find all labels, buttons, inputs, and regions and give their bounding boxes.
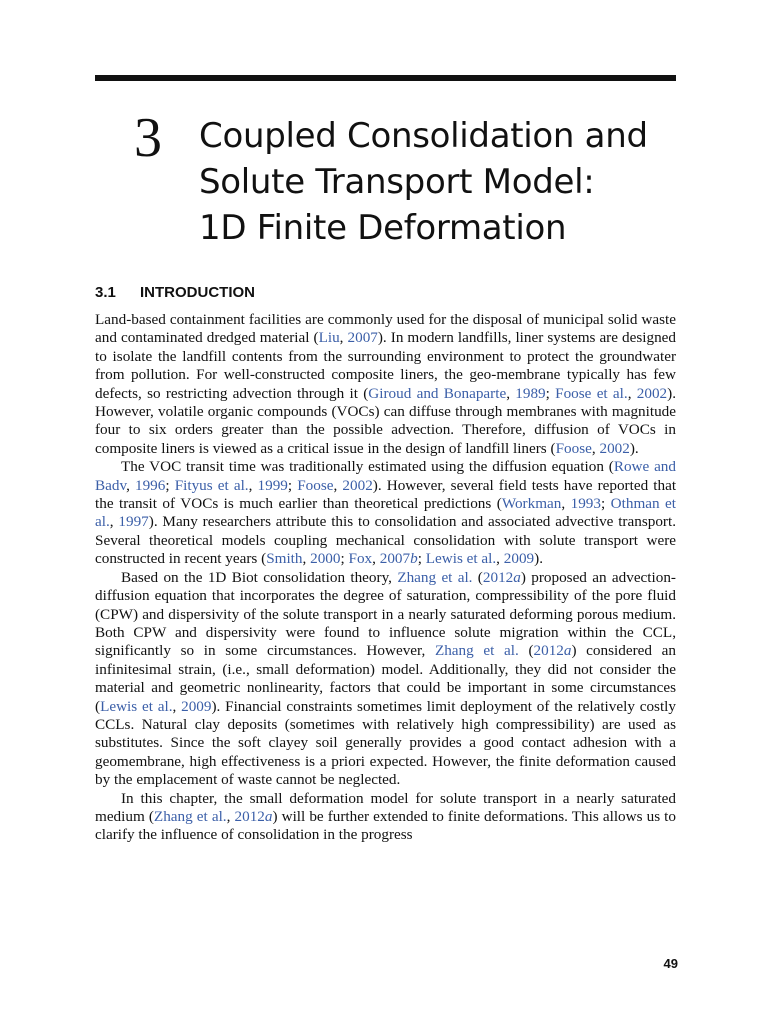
citation-link[interactable]: Fityus et al. [174, 476, 249, 494]
citation-link[interactable]: 2000 [310, 550, 341, 568]
citation-link[interactable]: 1997 [118, 513, 149, 531]
citation-link[interactable]: Foose [555, 439, 592, 457]
paragraph: In this chapter, the small deformation model for solute transport in a nearly saturated medium (Zhang et al., 2012a) will be further extended to finite deformations. This allows us to clarify the influence of consolidation in the progress [95, 789, 676, 844]
citation-link[interactable]: Fox [348, 550, 373, 568]
citation-link[interactable]: Zhang et al. [434, 642, 519, 660]
chapter-title-line: 1D Finite Deformation [199, 208, 567, 248]
paragraph: Based on the 1D Biot consolidation theory, Zhang et al. (2012a) proposed an advection-diffusion equation that incorporates the degree of saturation, compressibility of the pore fluid (CPW) and dispersivity of the solute transport in a nearly saturated deforming porous medium. Both CPW and dispersivity were found to influence solute migration within the CCL, significantly so in some circumstances. However, Zhang et al. (2012a) considered an infinitesimal strain, (i.e., small deformation) model. Additionally, they did not consider the material and geometric nonlinearity, factors that could be important in some circumstances (Lewis et al., 2009). Financial constraints sometimes limit deployment of the relatively costly CCLs. Natural clay deposits (sometimes with relatively high compressibility) are used as substitutes. Since the soft clayey soil generally provides a good contact adhesion with a geomembrane, high effectiveness is a priori expected. However, the finite deformation caused by the emplacement of waste cannot be neglected. [95, 568, 676, 789]
chapter-title [199, 113, 679, 251]
citation-link[interactable]: Workman [501, 495, 562, 513]
citation-link[interactable]: Lewis et al. [100, 697, 173, 715]
chapter-number: 3 [134, 107, 162, 169]
chapter-title-line: Coupled Consolidation and [199, 116, 648, 156]
section-title: INTRODUCTION [140, 284, 255, 301]
section-heading [95, 284, 255, 301]
paragraph: The VOC transit time was traditionally estimated using the diffusion equation (Rowe and Badv, 1996; Fityus et al., 1999; Foose, 2002). However, several field tests have reported that the transit of VOCs is much earlier than theoretical predictions (Workman, 1993; Othman et al., 1997). Many researchers attribute this to consolidation and associated advective transport. Several theoretical models coupling mechanical consolidation with solute transport were constructed in recent years (Smith, 2000; Fox, 2007b; Lewis et al., 2009). [95, 458, 677, 568]
citation-link[interactable]: 1993 [570, 495, 601, 513]
citation-link[interactable]: Lewis et al. [425, 550, 497, 568]
citation-link[interactable]: Foose et al. [555, 384, 628, 402]
citation-link[interactable]: Zhang et al. [153, 807, 227, 825]
page-number: 49 [663, 956, 678, 971]
citation-link[interactable]: 2002 [342, 476, 373, 494]
citation-link[interactable]: Liu [318, 329, 340, 347]
citation-link[interactable]: Foose [297, 476, 334, 494]
citation-link[interactable]: Othman et al. [95, 495, 676, 531]
chapter-top-rule [95, 75, 676, 81]
citation-link[interactable]: Smith [266, 550, 303, 568]
citation-link[interactable]: Rowe and Badv [95, 458, 676, 494]
citation-link[interactable]: 2012a [234, 807, 273, 825]
section-number: 3.1 [95, 284, 116, 301]
citation-link[interactable]: Zhang et al. [397, 568, 473, 586]
citation-link[interactable]: 2012a [482, 568, 521, 586]
citation-link[interactable]: 1989 [515, 384, 546, 402]
citation-link[interactable]: 2007 [347, 329, 378, 347]
citation-link[interactable]: 2002 [636, 384, 668, 402]
citation-link[interactable]: Giroud and Bonaparte [368, 384, 507, 402]
citation-link[interactable]: 1996 [134, 476, 166, 494]
body-text [95, 311, 676, 845]
citation-link[interactable]: 2007b [379, 550, 418, 568]
citation-link[interactable]: 2002 [599, 439, 630, 457]
citation-link[interactable]: 1999 [257, 476, 288, 494]
citation-link[interactable]: 2012a [533, 642, 572, 660]
citation-link[interactable]: 2009 [503, 550, 535, 568]
paragraph: Land-based containment facilities are commonly used for the disposal of municipal solid waste and contaminated dredged material (Liu, 2007). In modern landfills, liner systems are designed to isolate the landfill contents from the surrounding environment to protect the groundwater from pollution. For well-constructed composite liners, the geo-membrane typically has few defects, so restricting advection through it (Giroud and Bonaparte, 1989; Foose et al., 2002). However, volatile organic compounds (VOCs) can diffuse through membranes with magnitude four to six orders greater than the possible advection. Therefore, diffusion of VOCs in composite liners is viewed as a critical issue in the design of landfill liners (Foose, 2002). [95, 311, 676, 457]
citation-link[interactable]: 2009 [181, 697, 212, 715]
chapter-title-line: Solute Transport Model: [199, 162, 595, 202]
